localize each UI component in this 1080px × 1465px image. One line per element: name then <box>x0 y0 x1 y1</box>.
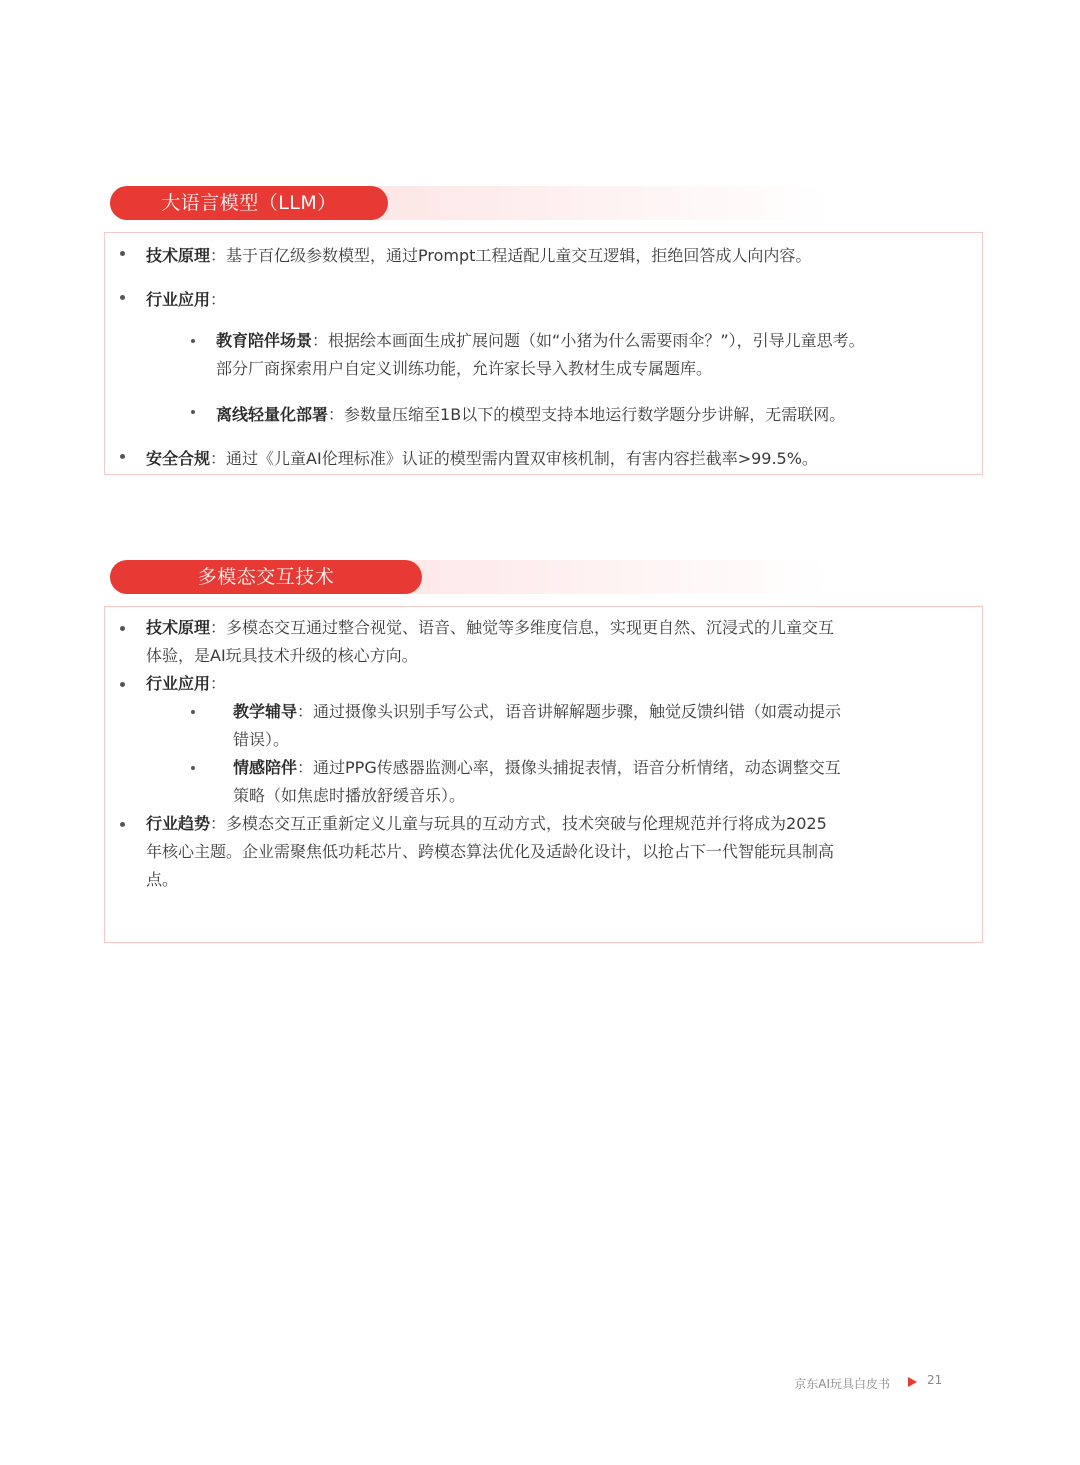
item-label: 教学辅导 <box>233 702 298 721</box>
item-sep: ： <box>210 246 227 265</box>
item-text: 通过《儿童AI伦理标准》认证的模型需内置双审核机制，有害内容拦截率>99.5%。 <box>226 449 818 468</box>
item-text: 基于百亿级参数模型，通过Prompt工程适配儿童交互逻辑，拒绝回答成人向内容。 <box>226 246 812 265</box>
section-title-multimodal: 多模态交互技术 <box>110 560 422 594</box>
play-arrow-icon <box>908 1377 917 1387</box>
item-sep: ： <box>210 674 227 693</box>
item-label: 安全合规 <box>146 449 211 468</box>
sub-item-offline <box>216 402 845 425</box>
sub-item-line: 策略（如焦虑时播放舒缓音乐）。 <box>233 786 466 805</box>
item-label: 技术原理 <box>146 246 211 265</box>
item-label: 离线轻量化部署 <box>216 405 329 424</box>
item-line: 体验，是AI玩具技术升级的核心方向。 <box>146 646 418 665</box>
item-label: 行业应用 <box>146 290 211 309</box>
sub-bullet <box>191 766 195 770</box>
sub-bullet <box>191 339 195 343</box>
item-sep: ： <box>312 331 329 350</box>
item-text: 多模态交互通过整合视觉、语音、触觉等多维度信息，实现更自然、沉浸式的儿童交互 <box>226 618 835 637</box>
page-number: 21 <box>927 1373 943 1387</box>
item-sep: ： <box>297 702 314 721</box>
item-label: 情感陪伴 <box>233 758 298 777</box>
item-sep: ： <box>210 618 227 637</box>
list-item-industry-application <box>146 287 226 310</box>
sub-bullet <box>191 710 195 714</box>
item-line: 点。 <box>146 870 179 889</box>
item-text: 参数量压缩至1B以下的模型支持本地运行数学题分步讲解，无需联网。 <box>344 405 846 424</box>
item-line: 年核心主题。企业需聚焦低功耗芯片、跨模态算法优化及适龄化设计，以抢占下一代智能玩具制高 <box>146 842 835 861</box>
bullet <box>120 822 125 827</box>
list-item-tech-principle <box>146 243 811 266</box>
item-text: 通过PPG传感器监测心率，摄像头捕捉表情，语音分析情绪，动态调整交互 <box>313 758 841 777</box>
sub-item-tutoring <box>233 698 968 754</box>
bullet <box>120 626 125 631</box>
bullet <box>120 682 125 687</box>
footer-doc-title: 京东AI玩具白皮书 <box>794 1377 890 1391</box>
item-text: 通过摄像头识别手写公式，语音讲解解题步骤，触觉反馈纠错（如震动提示 <box>313 702 842 721</box>
item-sep: ： <box>297 758 314 777</box>
sub-item-line: 部分厂商探索用户自定义训练功能，允许家长导入教材生成专属题库。 <box>216 359 713 378</box>
sub-item-line <box>233 698 968 726</box>
bullet <box>120 295 125 300</box>
item-line <box>146 614 971 642</box>
item-label: 技术原理 <box>146 618 211 637</box>
bullet <box>120 454 125 459</box>
item-label: 教育陪伴场景 <box>216 331 313 350</box>
item-label: 行业趋势 <box>146 814 211 833</box>
item-label: 行业应用 <box>146 674 211 693</box>
list-item-tech-principle <box>146 614 971 670</box>
sub-item-line: 错误）。 <box>233 730 290 749</box>
list-item-compliance <box>146 446 818 469</box>
item-sep: ： <box>210 290 227 309</box>
sub-bullet <box>191 410 195 414</box>
section-title-llm: 大语言模型（LLM） <box>110 186 388 220</box>
item-text: 多模态交互正重新定义儿童与玩具的互动方式，技术突破与伦理规范并行将成为2025 <box>226 814 827 833</box>
item-sep: ： <box>210 449 227 468</box>
item-line <box>146 810 976 838</box>
sub-item-education <box>216 327 981 383</box>
item-sep: ： <box>210 814 227 833</box>
list-item-industry-application <box>146 670 226 698</box>
sub-item-line <box>233 754 968 782</box>
list-item-industry-trend <box>146 810 976 894</box>
bullet <box>120 251 125 256</box>
sub-item-emotional <box>233 754 968 810</box>
item-sep: ： <box>328 405 345 424</box>
sub-item-line <box>216 327 981 355</box>
item-text: 根据绘本画面生成扩展问题（如“小猪为什么需要雨伞？”），引导儿童思考。 <box>328 331 865 350</box>
